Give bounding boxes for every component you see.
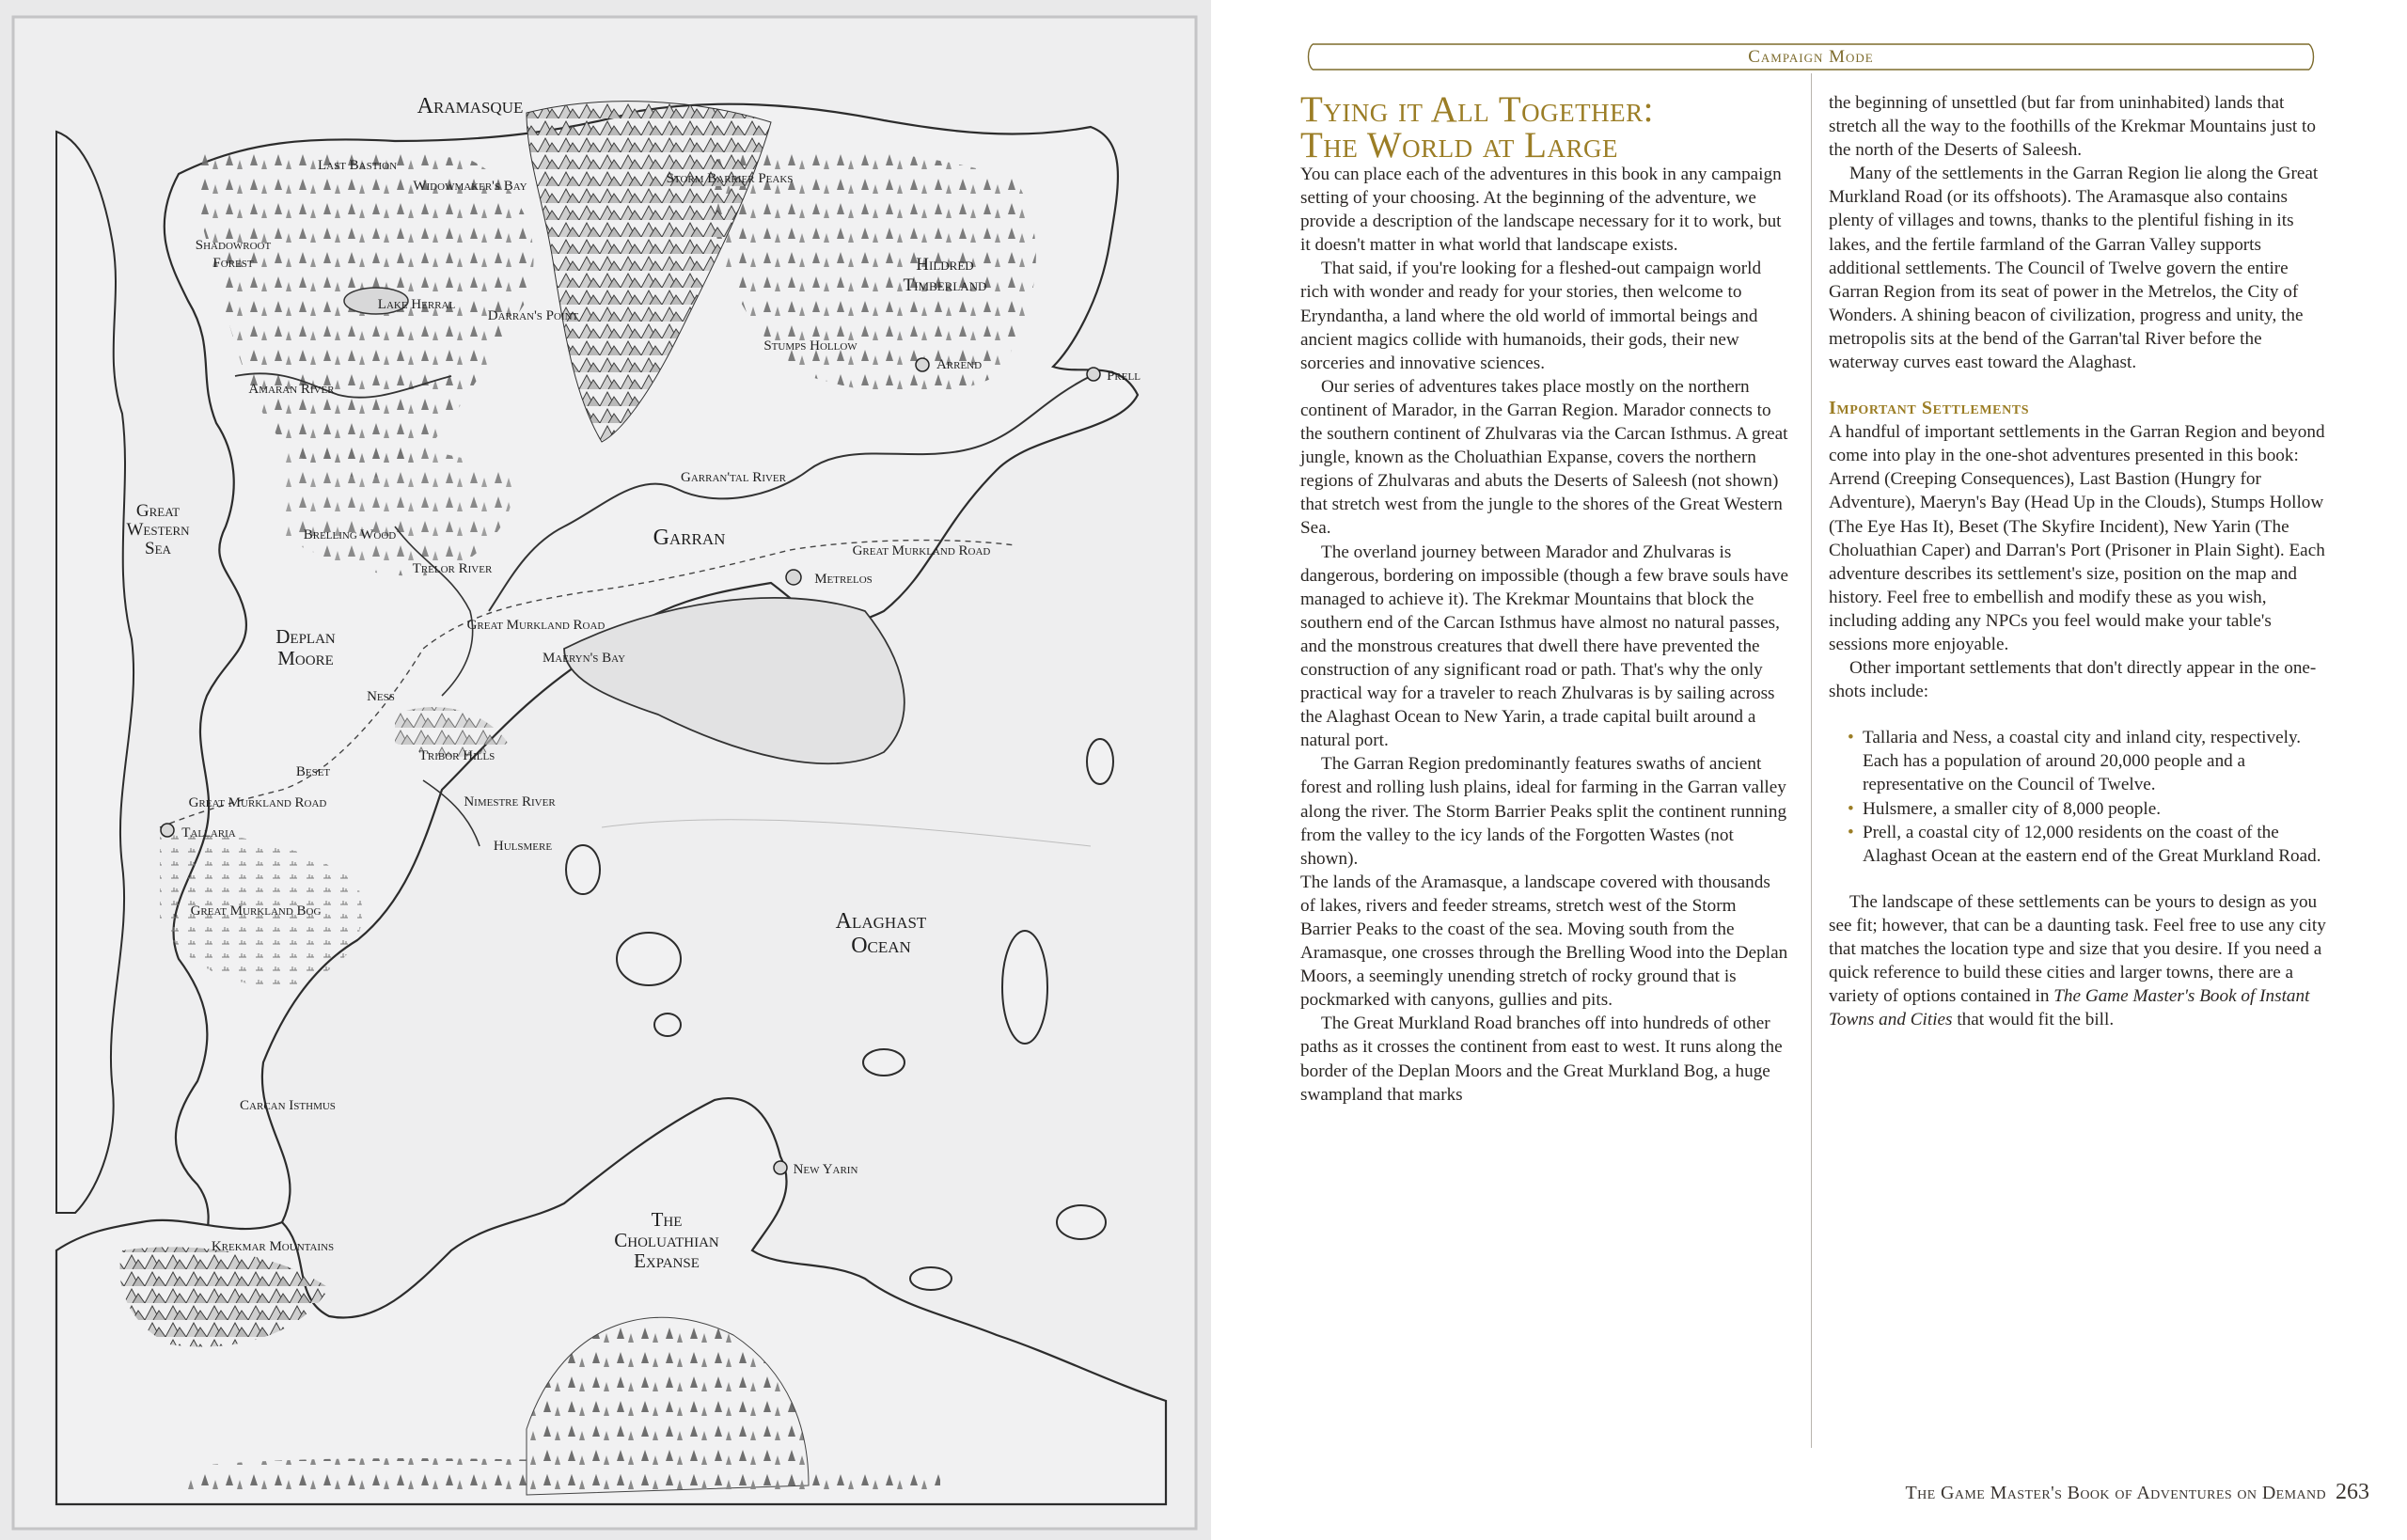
map-label-trelor-river: Trelor River [412,561,493,576]
map-label-tribor-hills: Tribor Hills [418,748,496,763]
list-item-text: Hulsmere, a smaller city of 8,000 people. [1863,798,2162,819]
island [863,1049,905,1076]
new-yarin-marker [774,1161,787,1174]
paragraph-garran-region: The Garran Region predominantly features swaths of ancient forest and rolling lush plains, ideal for farming in the Garran valley along the river. The Storm Barrier Peaks split the continent running from the valley to the icy lands of the Forgotten Wastes (not shown). [1300,754,1787,869]
island [566,845,600,894]
map-label-prell: Prell [1107,369,1141,384]
map-label-garran: Garran [653,526,726,550]
map-label-beset: Beset [295,764,331,779]
paragraph-landscape [1829,890,2327,1032]
map-label-hulsmere: Hulsmere [493,839,553,854]
section-title: Campaign Mode [1748,47,1874,67]
paragraph-murkland-road: The Great Murkland Road branches off into hundreds of other paths as it crosses the continent from east to west. It runs along the border of the Deplan Moors and the Great Murkland Bog, a huge swampland that marks [1300,1014,1783,1105]
running-title: The Game Master's Book of Adventures on Demand [1905,1483,2326,1503]
book-title-reference: The Game Master's Book of Instant Towns and Cities [1829,986,2310,1030]
paragraph-landscape-text: The landscape of these settlements can be yours to design as you see fit; however, that can be a daunting task. Feel free to use any city that matches the location type and size that you desire. If you need a quick reference to build these cities and larger towns, there are a variety of options contained in [1829,891,2326,1007]
subheading-important-settlements: Important Settlements [1829,398,2030,419]
map-label-tallaria: Tallaria [181,825,236,841]
paragraph-aramasque: The lands of the Aramasque, a landscape covered with thousands of lakes, rivers and feeder streams, stretch west of the Storm Barrier Peaks to the coast of the sea. Moving south from the Aramasque, one crosses through the Brelling Wood into the Deplan Moors, a seemingly unending stretch of rocky ground that is pockmarked with canyons, gullies and pits. [1300,872,1788,1011]
map-label-great-murkland-road-east: Great Murkland Road [852,543,991,558]
paragraph-important-settlements: A handful of important settlements in the Garran Region and beyond come into play in the one-shot adventures presented in this book: Arrend (Creeping Consequences), Last Bastion (Hungry for Adventure), Maeryn's Bay (Head Up in the Clouds), Stumps Hollow (The Eye Has It), Beset (The Skyfire Incident), New Yarin (The Choluathian Caper) and Darran's Port (Prisoner in Plain Sight). Each adventure describes its settlement's size, position on the map and history. Feel free to embellish and modify these as you wish, including adding any NPCs you feel would make your table's sessions more enjoyable. [1829,422,2325,654]
map-label-great-murkland-bog: Great Murkland Bog [190,904,322,919]
map-label-choluathian: Choluathian [614,1229,719,1251]
map-label-krekmar-mountains: Krekmar Mountains [211,1239,335,1254]
text-column-right [1829,91,2327,1031]
bullet-icon: • [1848,728,1854,748]
tallaria-marker [161,824,174,837]
map-label-expanse: Expanse [634,1249,700,1272]
island [910,1267,952,1290]
chapter-title-line-2: The World at Large [1300,125,1618,165]
map-label-new-yarin: New Yarin [793,1162,858,1177]
map-label-storm-barrier-peaks: Storm Barrier Peaks [666,171,794,186]
section-header [1305,42,2317,71]
column-divider [1811,73,1812,1448]
paragraph-landscape-end: that would fit the bill. [1957,1010,2115,1030]
map-label-widowmakers-bay: Widowmaker's Bay [413,179,527,194]
map-label-western: Western [126,520,190,540]
map-label-the: The [651,1208,683,1231]
map-label-timberland: Timberland [903,275,987,295]
paragraph-intro: You can place each of the adventures in this book in any campaign setting of your choosing. At the beginning of the adventure, we provide a description of the landscape necessary for it to work, but it doesn't matter in what world that landscape exists. [1300,165,1782,256]
map-label-great-murkland-road-west: Great Murkland Road [188,795,327,810]
map-label-carcan-isthmus: Carcan Isthmus [240,1098,336,1113]
paragraph-settlements: Many of the settlements in the Garran Region lie along the Great Murkland Road (or its offshoots). The Aramasque also contains plenty of villages and towns, thanks to the plentiful fishing in its lakes, and the fertile farmland of the Garran Valley supports additional settlements. The Council of Twelve govern the entire Garran Region from its seat of power in the Metrelos, the City of Wonders. A shining beacon of civilization, progress and unity, the metropolis sits at the bend of the Garran'tal River before the waterway curves east toward the Alaghast. [1829,164,2319,373]
map-label-arrend: Arrend [936,357,983,372]
bullet-icon: • [1848,822,1854,842]
list-item [1848,797,2327,821]
paragraph-eryndantha: That said, if you're looking for a fleshed-out campaign world rich with wonder and ready for your stories, then welcome to Eryndantha, a land where the old world of immortal beings and ancient magics collide with humanoids, their gods, their new sorceries and innovative sciences. [1300,259,1762,373]
map-label-amaran-river: Amaran River [248,382,335,397]
map-label-great-murkland-road-mid: Great Murkland Road [466,618,606,633]
paragraph-overland-journey: The overland journey between Marador and Zhulvaras is dangerous, bordering on impossible (though a few brave souls have managed to achieve it). The Krekmar Mountains that block the southern end of the Carcan Isthmus have almost no natural passes, and the monstrous creatures that dwell there have prevented the construction of any significant road or path. That's why the only practical way for a traveler to reach Zhulvaras is by sailing across the Alaghast Ocean to New Yarin, a trade capital built around a natural port. [1300,542,1789,751]
map-label-alaghast: Alaghast [835,909,927,934]
island [654,1014,681,1036]
map-label-great: Great [135,501,181,521]
list-item [1848,821,2327,868]
island [1002,931,1047,1044]
map-label-stumps-hollow: Stumps Hollow [763,338,857,354]
island [1087,739,1113,784]
paragraph-other-settlements: Other important settlements that don't directly appear in the one-shots include: [1829,658,2317,702]
chapter-title [1300,89,1789,165]
text-column-left [1300,163,1789,1107]
map-label-metrelos: Metrelos [814,572,873,587]
map-label-deplan: Deplan [275,625,336,648]
map-label-moore: Moore [277,647,334,669]
map-label-ocean: Ocean [851,934,911,958]
bullet-icon: • [1848,798,1854,819]
map-label-hildred: Hildred [916,255,974,275]
map-label-shadowroot: Shadowroot [195,238,272,253]
map-label-ness: Ness [367,689,395,704]
list-item [1848,726,2327,796]
map-label-garrantal-river: Garran'tal River [681,470,786,485]
arrend-marker [916,358,929,371]
prell-marker [1087,368,1100,381]
list-item-text: Tallaria and Ness, a coastal city and inland city, respectively. Each has a population of around 20,000 people and a representative on the Council of Twelve. [1863,728,2302,795]
paragraph-marador: Our series of adventures takes place mostly on the northern continent of Marador, in the Garran Region. Marador connects to the southern continent of Zhulvaras via the Carcan Isthmus. A great jungle, known as the Choluathian Expanse, covers the northern regions of Zhulvaras and abuts the Deserts of Saleesh (not shown) that stretch west from the jungle to the shores of the Great Western Sea. [1300,376,1788,539]
page-number: 263 [2336,1480,2369,1504]
map-label-forest: Forest [212,256,254,271]
map-label-last-bastion: Last Bastion [317,158,398,173]
paragraph-continued: the beginning of unsettled (but far from uninhabited) lands that stretch all the way to the foothills of the Krekmar Mountains just to the north of the Deserts of Saleesh. [1829,93,2316,161]
settlement-list [1829,726,2327,868]
map-label-aramasque: Aramasque [417,94,524,118]
chapter-title-line-1: Tying it All Together: [1300,89,1654,130]
page-footer [1871,1480,2369,1505]
map-label-darrans-point: Darran's Point [487,308,579,323]
island [1057,1205,1106,1239]
map-label-sea: Sea [145,539,171,558]
metrelos-marker [786,570,801,585]
island [617,933,681,985]
map-label-lake-herral: Lake Herral [377,297,456,312]
map-label-nimestre-river: Nimestre River [464,794,556,809]
map-label-brelling-wood: Brelling Wood [303,527,397,542]
map-label-maeryns-bay: Maeryn's Bay [542,651,626,666]
list-item-text: Prell, a coastal city of 12,000 residents on the coast of the Alaghast Ocean at the eastern end of the Great Murkland Road. [1863,822,2321,866]
